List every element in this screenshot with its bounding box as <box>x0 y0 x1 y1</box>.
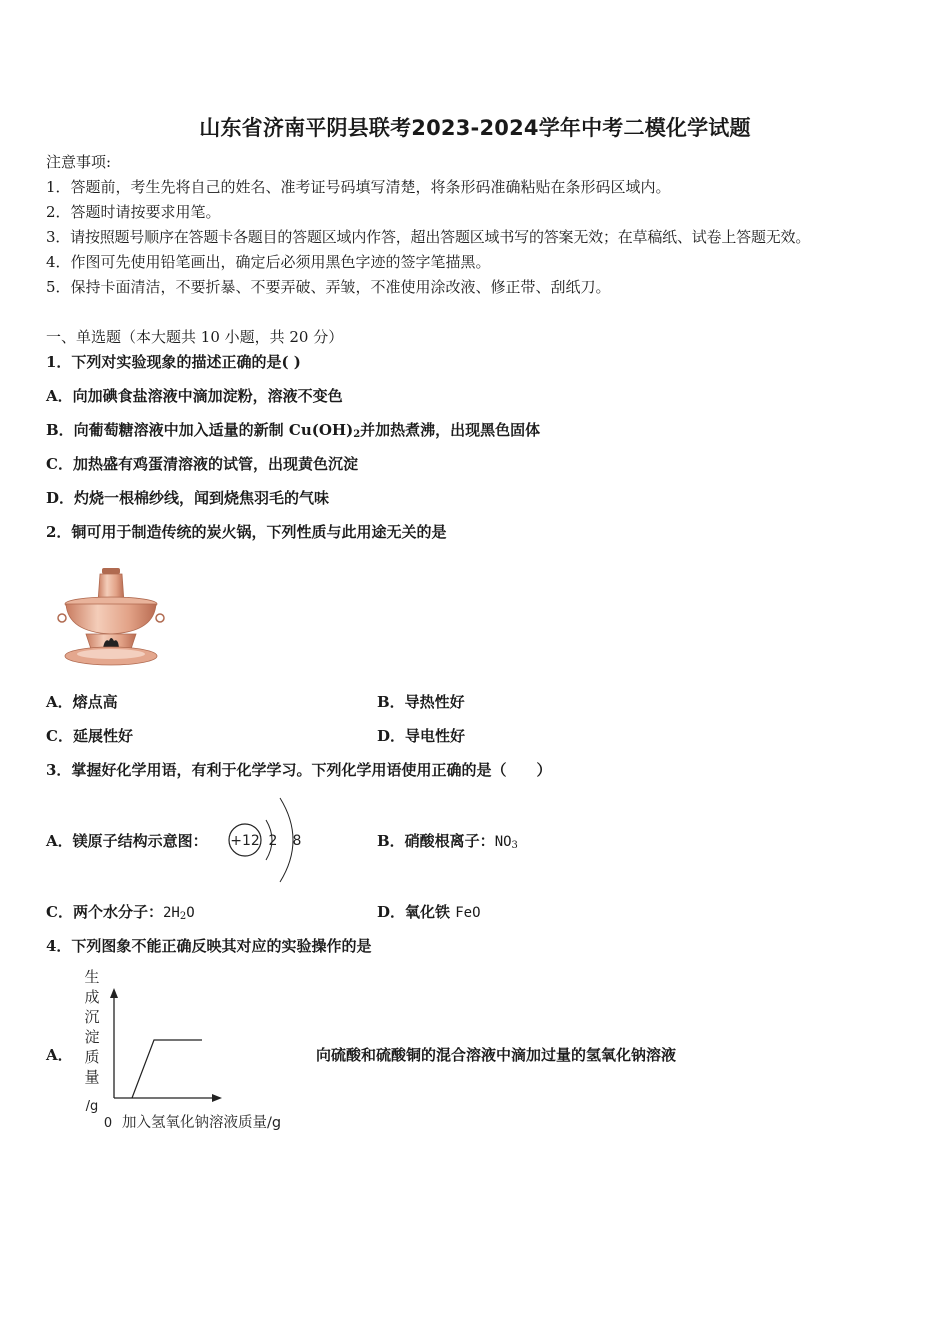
notice-item: 1．答题前，考生先将自己的姓名、准考证号码填写清楚，将条形码准确粘贴在条形码区域内。 <box>46 178 671 196</box>
y-axis-unit: /g <box>85 1099 99 1114</box>
y-axis-label-char: 沉 <box>84 1008 100 1026</box>
y-axis-label-char: 量 <box>84 1068 100 1086</box>
q3-option-d: D．氧化铁 FeO <box>377 903 481 921</box>
notice-heading: 注意事项: <box>46 153 112 171</box>
q3-option-b: B．硝酸根离子：$NO_3$ <box>377 832 518 851</box>
page-title: 山东省济南平阴县联考2023-2024学年中考二模化学试题 <box>199 116 751 140</box>
q1-option-b: B．向葡萄糖溶液中加入适量的新制 $Cu(OH)_2$并加热煮沸，出现黑色固体 <box>46 421 541 440</box>
q2-option-c: C．延展性好 <box>46 727 133 745</box>
shell-1-electrons: 2 <box>268 833 278 849</box>
q1-option-d: D．灼烧一根棉纱线，闻到烧焦羽毛的气味 <box>46 489 330 507</box>
question-3-stem: 3．掌握好化学用语，有利于化学学习。下列化学用语使用正确的是（ ） <box>46 761 552 779</box>
q4-option-a-description: 向硫酸和硫酸铜的混合溶液中滴加过量的氢氧化钠溶液 <box>316 1046 677 1064</box>
y-axis-label-char: 淀 <box>84 1028 100 1046</box>
question-1-stem: 1．下列对实验现象的描述正确的是( ) <box>46 353 301 371</box>
q4-option-a-label: A． <box>46 1046 73 1064</box>
q1-option-a: A．向加碘食盐溶液中滴加淀粉，溶液不变色 <box>46 387 343 405</box>
question-2-stem: 2．铜可用于制造传统的炭火锅，下列性质与此用途无关的是 <box>46 523 447 541</box>
shell-2-electrons: 8 <box>292 833 302 849</box>
notice-item: 3．请按照题号顺序在答题卡各题目的答题区域内作答，超出答题区域书写的答案无效；在草稿纸、试卷上答题无效。 <box>46 228 811 246</box>
q3-option-a-label: A．镁原子结构示意图： <box>46 832 208 850</box>
origin-label: 0 <box>103 1116 113 1131</box>
q2-option-b: B．导热性好 <box>377 693 465 711</box>
magnesium-atom-diagram <box>222 796 312 884</box>
q2-option-d: D．导电性好 <box>377 727 466 745</box>
y-axis-label-char: 成 <box>84 988 100 1006</box>
q3-option-c: C．两个水分子：$2H_2O$ <box>46 903 195 922</box>
y-axis-label-char: 质 <box>84 1048 100 1066</box>
y-axis-label-char: 生 <box>84 968 100 986</box>
q1-option-c: C．加热盛有鸡蛋清溶液的试管，出现黄色沉淀 <box>46 455 358 473</box>
q2-option-a: A．熔点高 <box>46 693 118 711</box>
nucleus-charge: +12 <box>230 833 260 849</box>
notice-item: 2．答题时请按要求用笔。 <box>46 203 221 221</box>
notice-item: 4．作图可先使用铅笔画出，确定后必须用黑色字迹的签字笔描黑。 <box>46 253 491 271</box>
copper-hot-pot-image <box>56 562 172 672</box>
precipitate-mass-graph <box>78 964 310 1136</box>
section-heading: 一、单选题（本大题共 10 小题，共 20 分） <box>46 328 344 346</box>
x-axis-label: 加入氢氧化钠溶液质量/g <box>122 1115 282 1131</box>
notice-item: 5．保持卡面清洁，不要折暴、不要弄破、弄皱，不准使用涂改液、修正带、刮纸刀。 <box>46 278 611 296</box>
question-4-stem: 4．下列图象不能正确反映其对应的实验操作的是 <box>46 937 372 955</box>
